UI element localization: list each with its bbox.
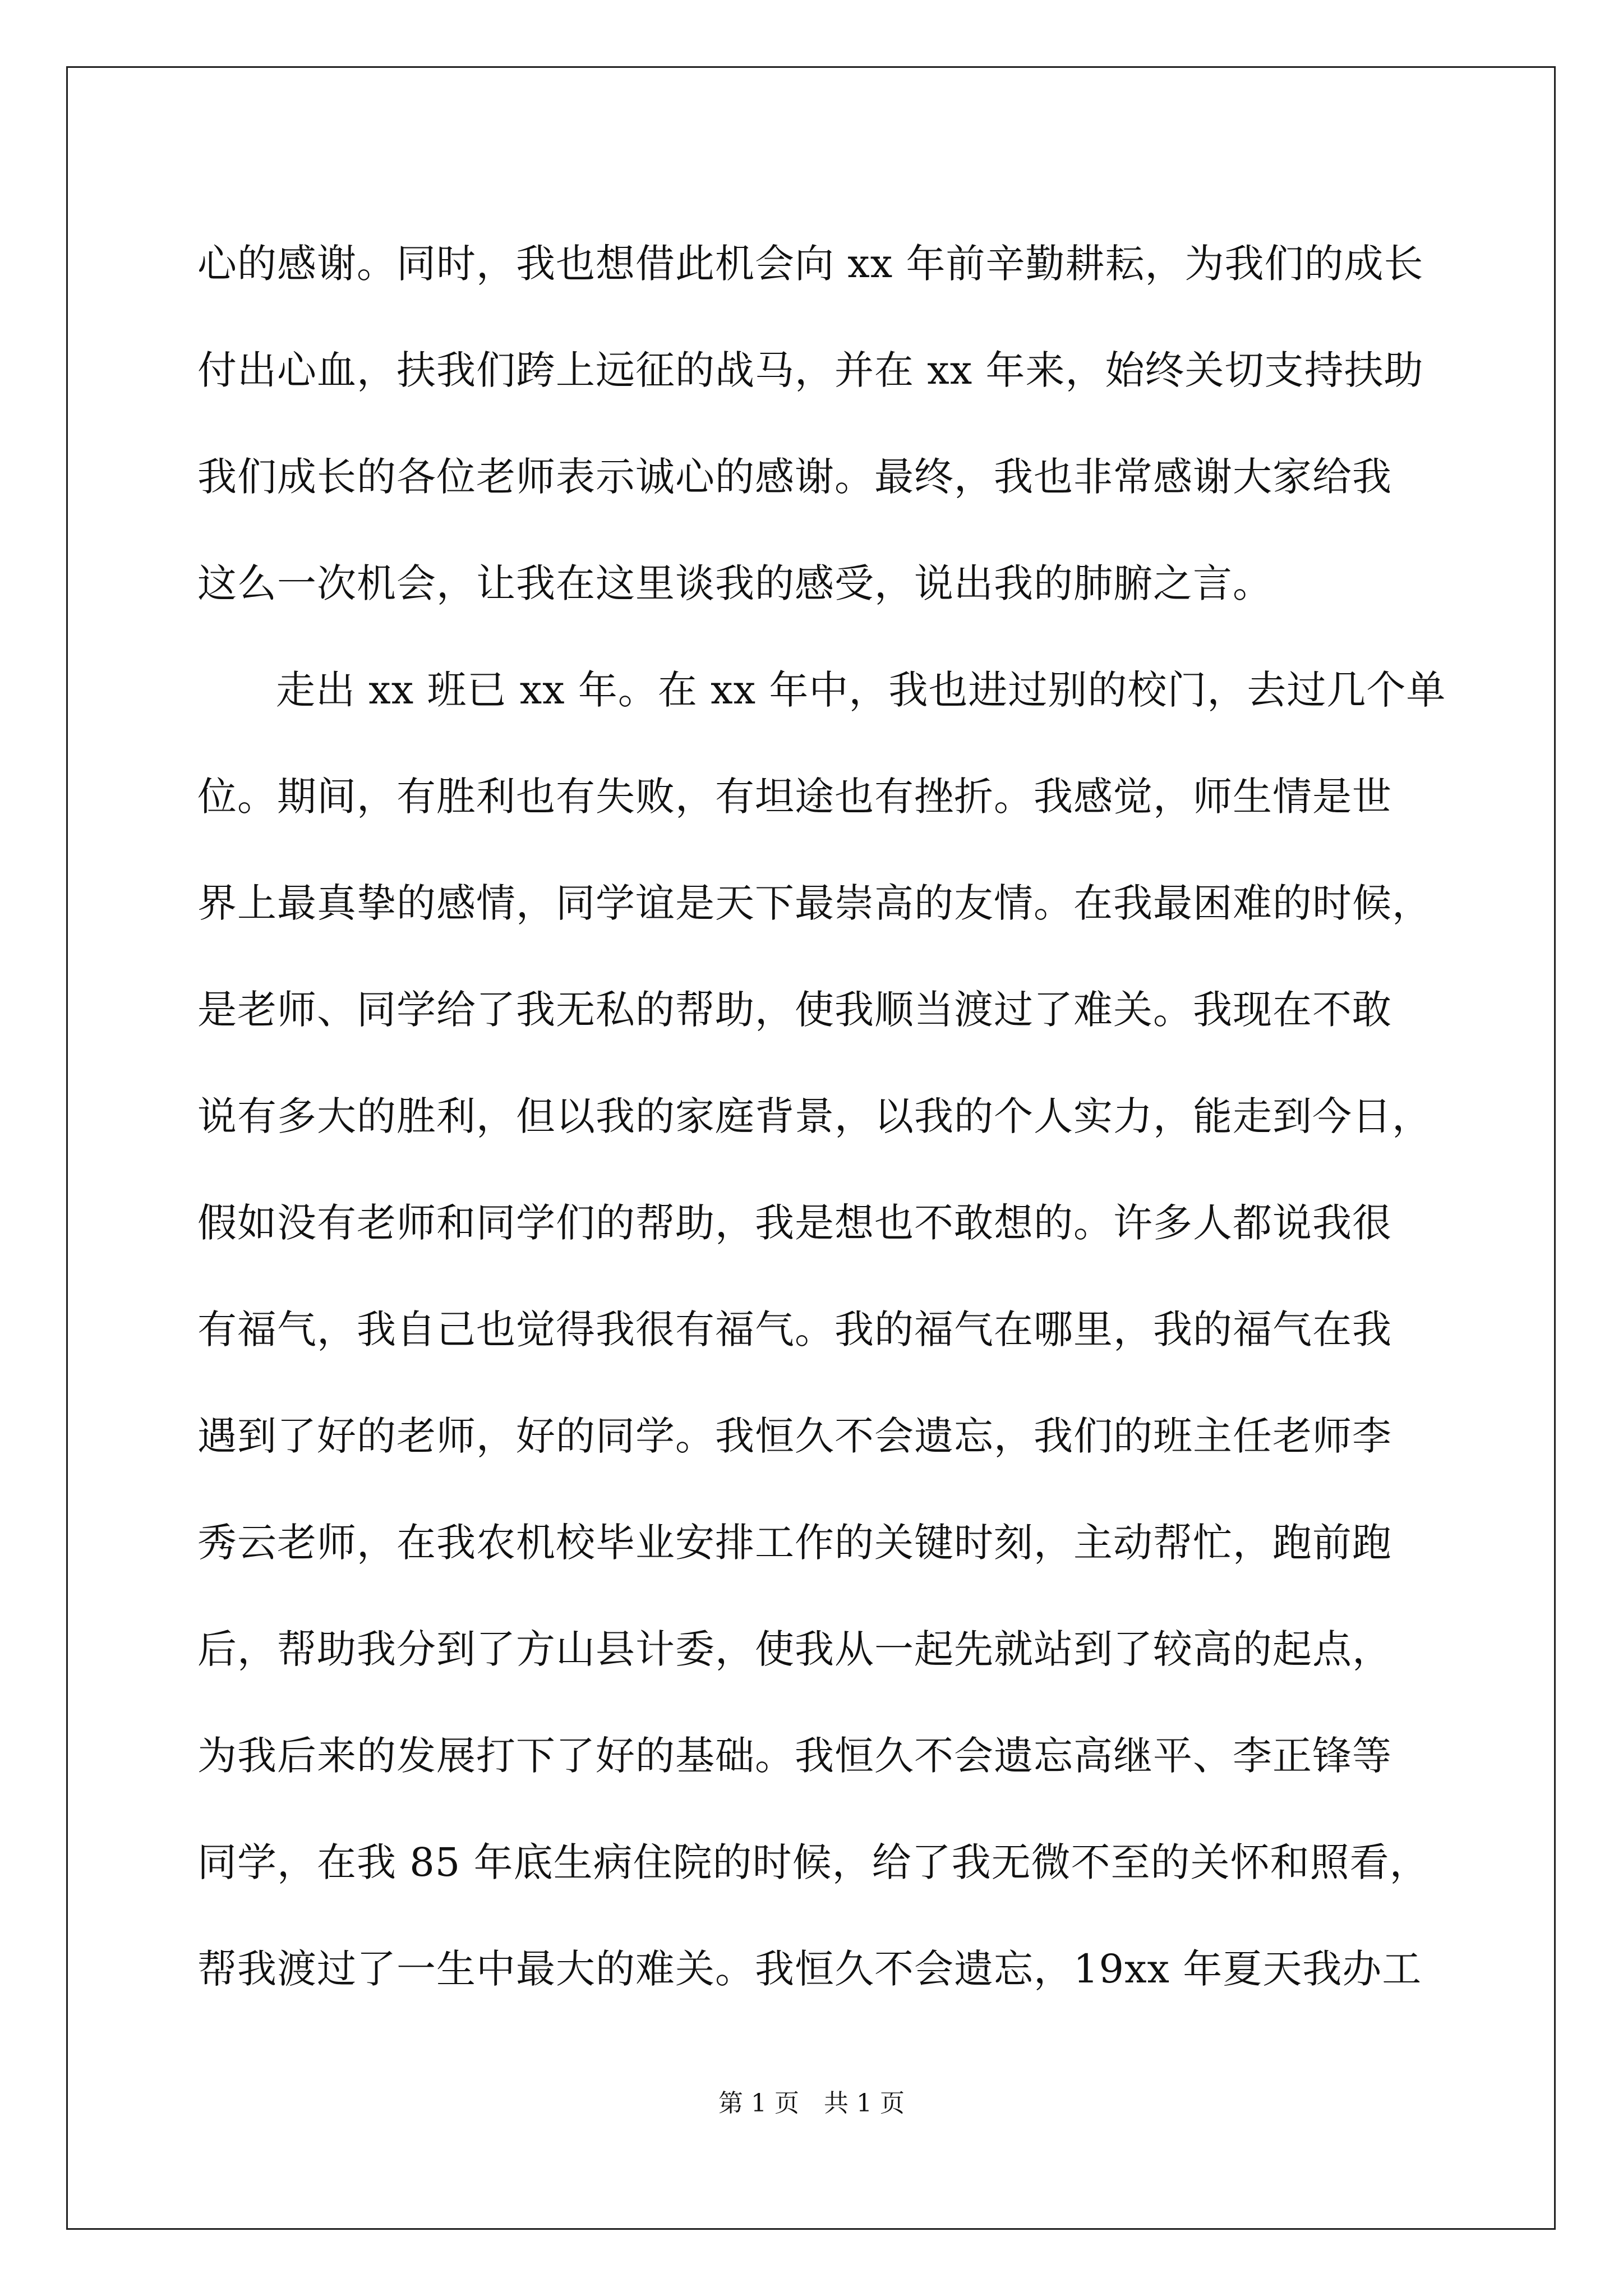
text-line: 说有多大的胜利，但以我的家庭背景，以我的个人实力，能走到今日， [197,1093,1432,1139]
text-line: 心的感谢。同时，我也想借此机会向 xx 年前辛勤耕耘，为我们的成长 [197,241,1424,287]
document-body [197,210,1446,2022]
page-footer: 第 1 页 共 1 页 [718,2089,905,2118]
text-line: 付出心血，扶我们跨上远征的战马，并在 xx 年来，始终关切支持扶助 [197,347,1424,393]
text-line: 秀云老师，在我农机校毕业安排工作的关键时刻，主动帮忙，跑前跑 [197,1520,1392,1566]
text-line: 同学，在我 85 年底生病住院的时候，给了我无微不至的关怀和照看， [197,1839,1430,1885]
text-line: 假如没有老师和同学们的帮助，我是想也不敢想的。许多人都说我很 [197,1200,1392,1246]
text-line: 我们成长的各位老师表示诚心的感谢。最终，我也非常感谢大家给我 [197,454,1392,500]
text-line: 后，帮助我分到了方山县计委，使我从一起先就站到了较高的起点， [197,1626,1392,1672]
text-line: 是老师、同学给了我无私的帮助，使我顺当渡过了难关。我现在不敢 [197,987,1392,1033]
text-line: 遇到了好的老师，好的同学。我恒久不会遗忘，我们的班主任老师李 [197,1413,1392,1459]
text-line: 位。期间，有胜利也有失败，有坦途也有挫折。我感觉，师生情是世 [197,774,1392,820]
text-line: 这么一次机会，让我在这里谈我的感受，说出我的肺腑之言。 [197,560,1272,606]
text-line: 为我后来的发展打下了好的基础。我恒久不会遗忘高继平、李正锋等 [197,1733,1392,1779]
text-line: 界上最真挚的感情，同学谊是天下最崇高的友情。在我最困难的时候， [197,880,1432,926]
text-line: 有福气，我自己也觉得我很有福气。我的福气在哪里，我的福气在我 [197,1306,1392,1352]
text-line: 帮我渡过了一生中最大的难关。我恒久不会遗忘，19xx 年夏天我办工 [197,1946,1422,1992]
paragraph-first-line: 走出 xx 班已 xx 年。在 xx 年中，我也进过别的校门，去过几个单 [276,667,1446,713]
